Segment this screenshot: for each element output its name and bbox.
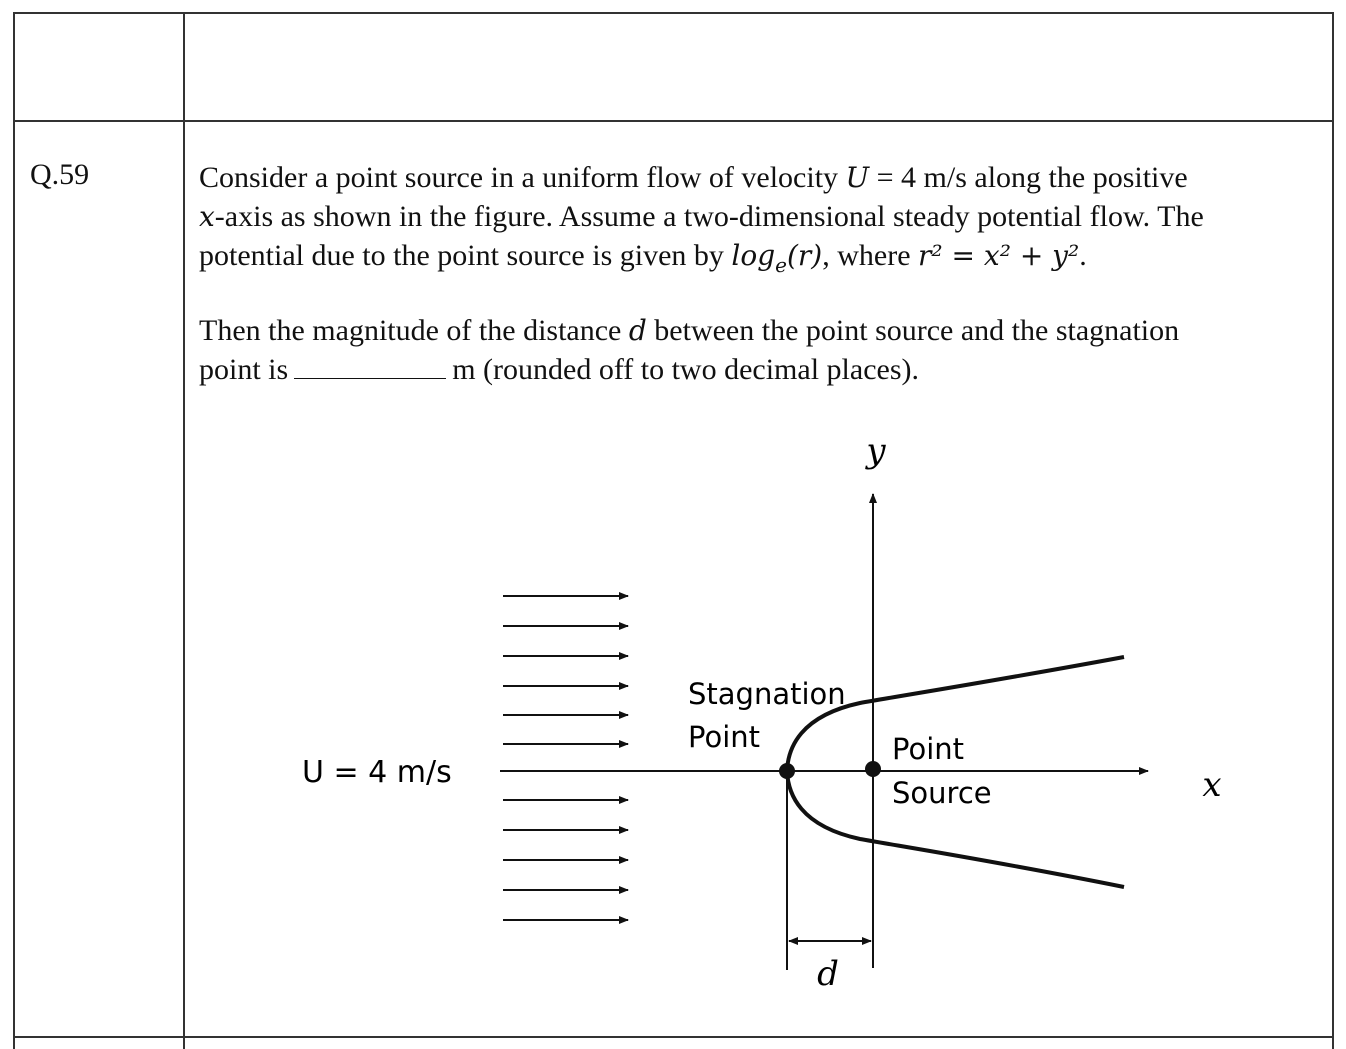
uniform-flow-arrows (503, 596, 628, 920)
source-label-line-2: Source (892, 776, 992, 810)
y-axis-label: y (866, 431, 886, 471)
stagnation-label-line-1: Stagnation (688, 677, 846, 711)
para1-line-2: x-axis as shown in the figure. Assume a two-dimensional steady potential flow. The (199, 200, 1204, 233)
para1-line-1: Consider a point source in a uniform flow of velocity U = 4 m/s along the positive (199, 161, 1188, 194)
para1-line-3: potential due to the point source is given by $\log_e(r)$, where r² = x² + y². (199, 239, 1087, 277)
para2-line-2: point is m (rounded off to two decimal places). (199, 350, 1319, 389)
para2-line-1: Then the magnitude of the distance d between the point source and the stagnation (199, 314, 1180, 347)
d-label: d (817, 954, 839, 994)
point-source-marker (865, 761, 881, 777)
flow-velocity-label: U = 4 m/s (302, 755, 452, 790)
stagnation-label-line-2: Point (688, 720, 761, 754)
x-axis-label: x (1202, 765, 1222, 805)
question-number: Q.59 (30, 158, 90, 191)
source-label-line-1: Point (892, 732, 965, 766)
